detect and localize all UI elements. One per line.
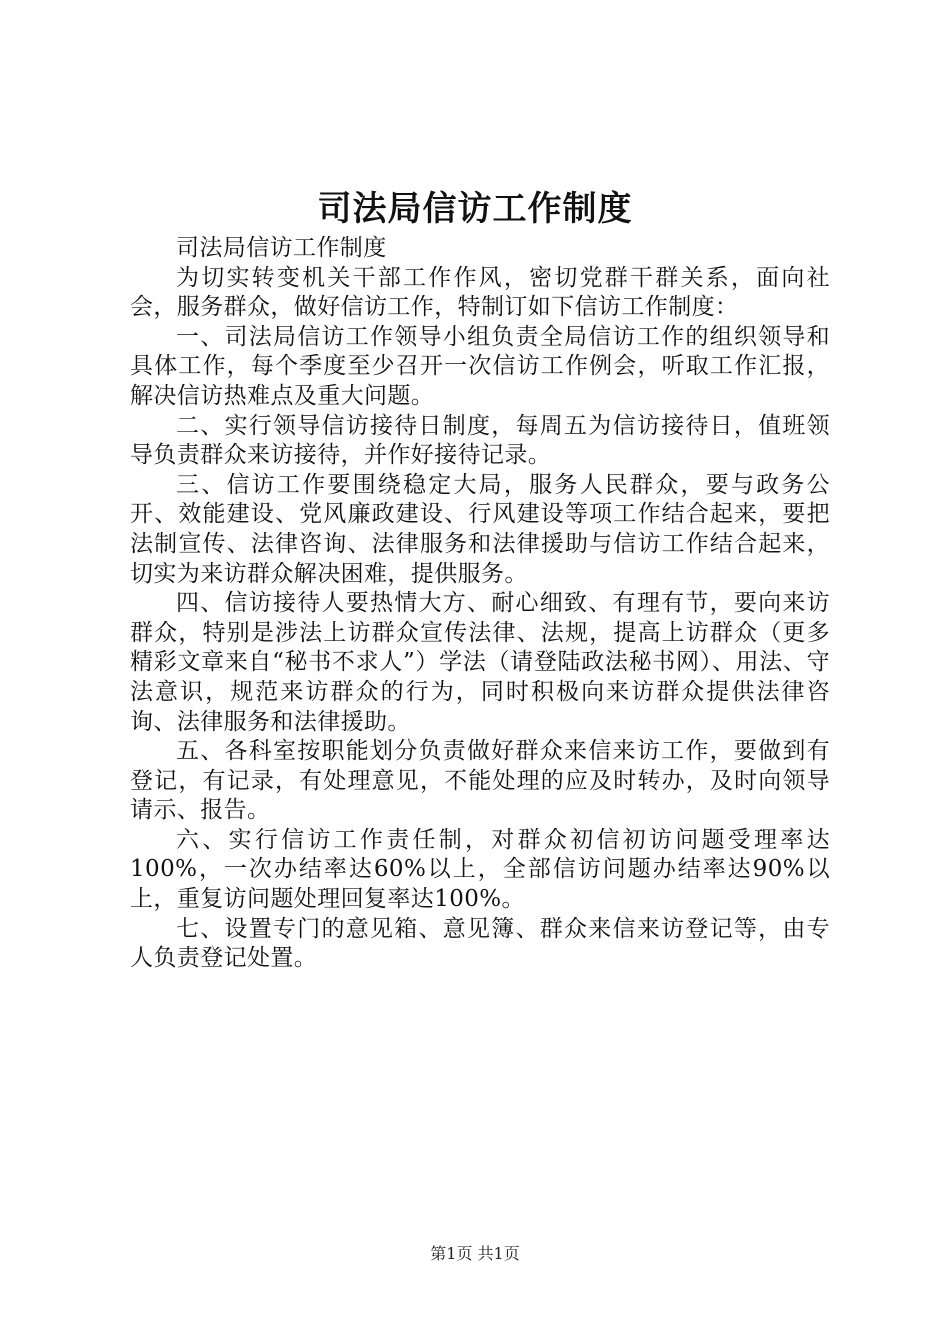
paragraph-item-5: 五、各科室按职能划分负责做好群众来信来访工作，要做到有登记，有记录，有处理意见，不能处理的应及时转办，及时向领导请示、报告。: [130, 738, 830, 824]
paragraph-item-3: 三、信访工作要围绕稳定大局，服务人民群众，要与政务公开、效能建设、党风廉政建设、行风建设等项工作结合起来，要把法制宣传、法律咨询、法律服务和法律援助与信访工作结合起来，切实为来访群众解决困难，提供服务。: [130, 471, 830, 587]
paragraph-subtitle: 司法局信访工作制度: [176, 235, 387, 261]
document-body: [130, 234, 830, 974]
paragraph-item-7: 七、设置专门的意见箱、意见簿、群众来信来访登记等，由专人负责登记处置。: [130, 915, 830, 972]
paragraph-item-6: 六、实行信访工作责任制，对群众初信初访问题受理率达100%，一次办结率达60%以上，全部信访问题办结率达90%以上，重复访问题处理回复率达100%。: [130, 826, 830, 913]
document-title: 司法局信访工作制度: [317, 189, 633, 229]
paragraph-intro: 为切实转变机关干部工作作风，密切党群干群关系，面向社会，服务群众，做好信访工作，特制订如下信访工作制度：: [130, 264, 830, 321]
paragraph-item-4: 四、信访接待人要热情大方、耐心细致、有理有节，要向来访群众，特别是涉法上访群众宣传法律、法规，提高上访群众（更多精彩文章来自“秘书不求人”）学法（请登陆政法秘书网）、用法、守法意识，规范来访群众的行为，同时积极向来访群众提供法律咨询、法律服务和法律援助。: [130, 590, 830, 735]
page-footer: 第1页 共1页: [430, 1244, 520, 1263]
paragraph-item-2: 二、实行领导信访接待日制度，每周五为信访接待日，值班领导负责群众来访接待，并作好接待记录。: [130, 412, 830, 469]
paragraph-item-1: 一、司法局信访工作领导小组负责全局信访工作的组织领导和具体工作，每个季度至少召开一次信访工作例会，听取工作汇报，解决信访热难点及重大问题。: [130, 323, 830, 409]
